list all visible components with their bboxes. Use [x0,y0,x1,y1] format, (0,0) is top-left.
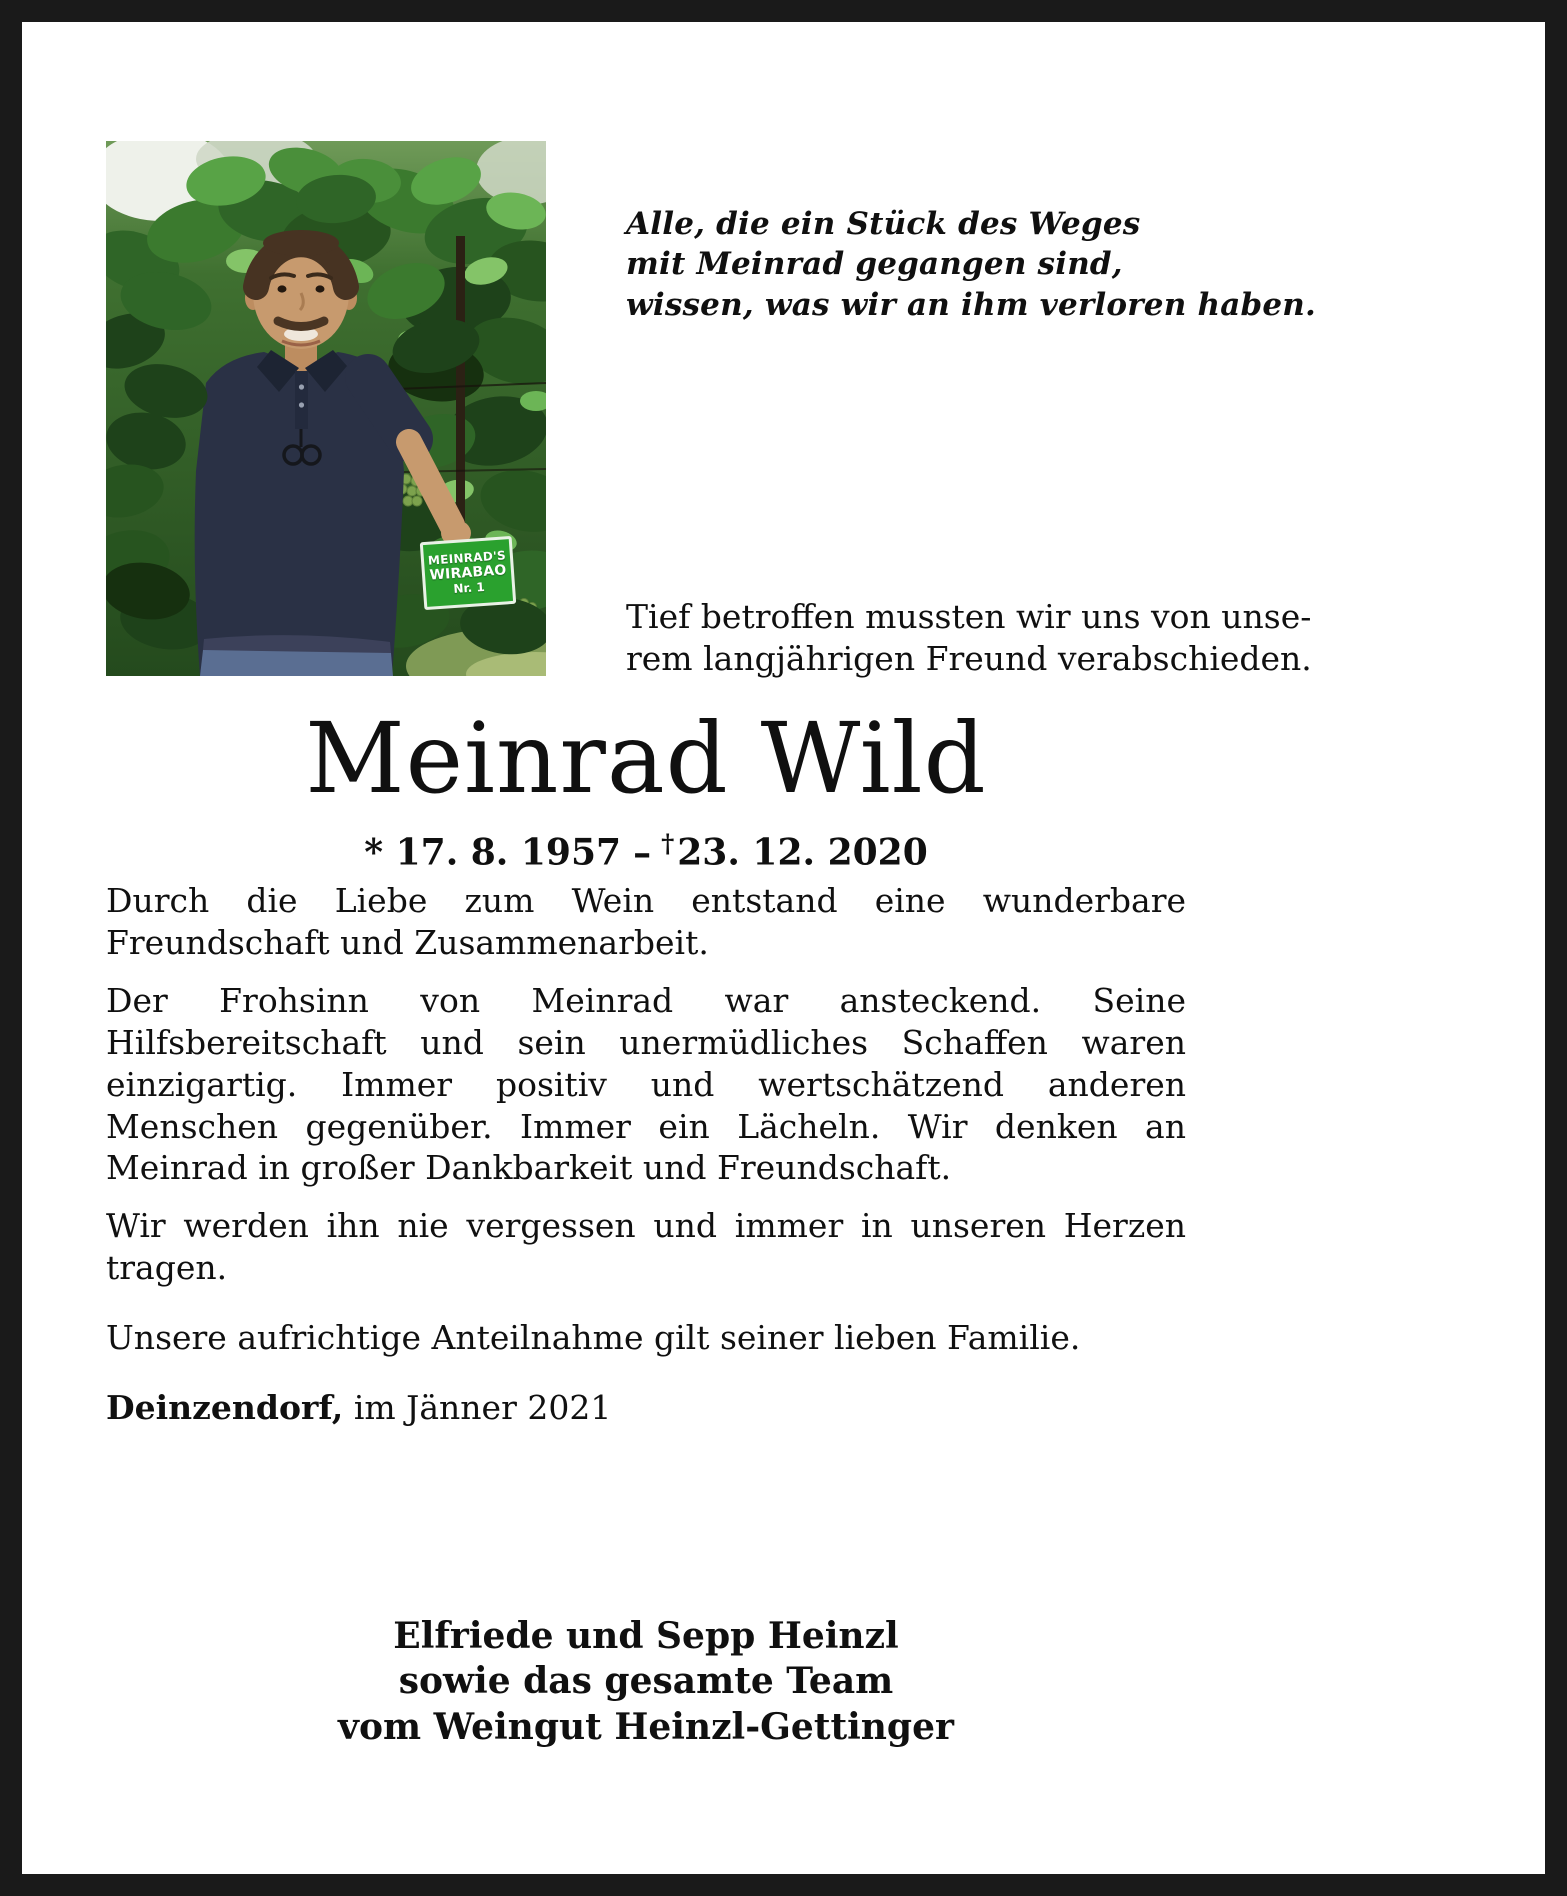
content-column [106,22,1317,1874]
condolence-text [106,880,1186,1445]
memorial-quote [626,204,1316,325]
quote-line-1: Alle, die ein Stück des Weges [626,206,1141,242]
intro-line-2: rem langjährigen Freund verabschieden. [626,639,1312,679]
sign-line-2: WIRABAO [428,562,507,584]
body-paragraph-3: Wir werden ihn nie vergessen und immer in unseren Herzen tragen. [106,1206,1186,1288]
body-paragraph-4: Unsere aufrichtige Anteilnahme gilt seiner lieben Familie. [106,1318,1081,1358]
place-name: Deinzendorf, [106,1388,344,1428]
signature-block [106,1614,1186,1750]
body-paragraph-2: Der Frohsinn von Meinrad war ansteckend. Seine Hilfsbereitschaft und sein unermüdliches Schaffen waren einzigartig. Immer positiv und wertschätzend anderen Menschen gegenüber. Immer ein Lächeln. Wir denken an Meinrad in großer Dankbarkeit und Freundschaft. [106,980,1186,1188]
portrait-photo [106,141,546,676]
life-dates [106,828,1186,874]
death-symbol: † [661,828,675,858]
signature-line-2: sowie das gesamte Team [398,1660,894,1703]
date-issued: im Jänner 2021 [353,1388,612,1428]
signature-line-3: vom Weingut Heinzl-Gettinger [338,1705,954,1748]
dates-separator: – [633,831,652,874]
place-date-line [106,1387,1186,1429]
sign-line-1: MEINRAD'S [427,547,507,568]
birth-symbol: * [364,831,384,874]
body-paragraph-1: Durch die Liebe zum Wein entstand eine wunderbare Freundschaft und Zusammenarbeit. [106,881,1186,962]
intro-line-1: Tief betroffen mussten wir uns von unse- [626,597,1312,636]
quote-line-2: mit Meinrad gegangen sind, [626,246,1123,283]
signature-line-1: Elfriede und Sepp Heinzl [393,1615,899,1657]
sign-line-3: Nr. 1 [452,580,486,597]
death-date: 23. 12. 2020 [677,831,928,874]
birth-date: 17. 8. 1957 [395,831,622,874]
vineyard-sign [420,536,517,610]
intro-text [626,596,1312,680]
deceased-name: Meinrad Wild [305,702,987,815]
quote-line-3: wissen, was wir an ihm verloren haben. [626,286,1317,323]
